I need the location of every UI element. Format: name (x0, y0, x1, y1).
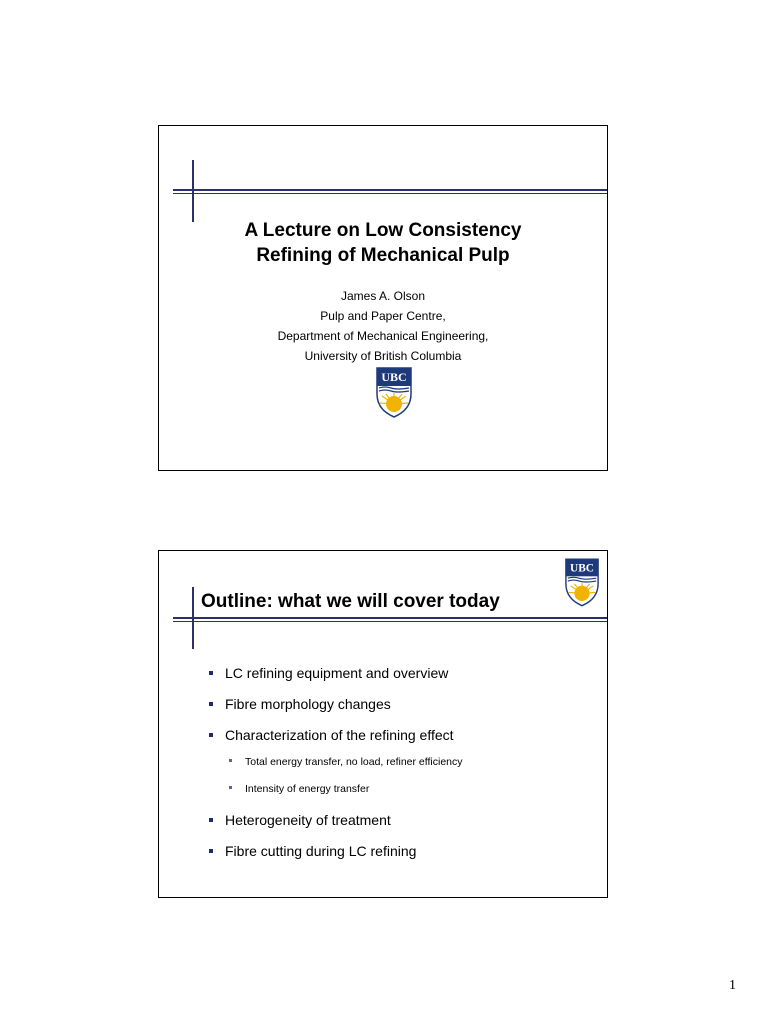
ubc-crest-logo (375, 366, 413, 418)
title-line-2: Refining of Mechanical Pulp (256, 245, 510, 266)
list-item (207, 811, 463, 829)
bullet-square-icon (229, 759, 232, 762)
affiliation-line-2: Department of Mechanical Engineering, (277, 329, 489, 343)
list-item-text: Heterogeneity of treatment (225, 812, 391, 828)
crest-text: UBC (570, 562, 594, 575)
slide-title-heading (159, 218, 607, 268)
horizontal-rule (173, 189, 607, 191)
author-name: James A. Olson (340, 289, 426, 303)
slide-outline (158, 550, 608, 898)
affiliation-line-1: Pulp and Paper Centre, (320, 309, 446, 323)
ubc-crest-logo (564, 557, 600, 607)
horizontal-rule-thin (173, 193, 607, 194)
list-item-text: Fibre cutting during LC refining (225, 843, 417, 859)
bullet-square-icon (209, 671, 213, 675)
bullet-square-icon (209, 702, 213, 706)
sub-list-item (207, 753, 463, 771)
crest-text: UBC (381, 370, 407, 384)
bullet-square-icon (209, 849, 213, 853)
horizontal-rule (173, 617, 607, 619)
list-item (207, 664, 463, 682)
horizontal-rule-thin (173, 621, 607, 622)
bullet-square-icon (229, 786, 232, 789)
slide-title (158, 125, 608, 471)
list-item (207, 726, 463, 744)
list-item (207, 842, 463, 860)
affiliation-line-3: University of British Columbia (304, 349, 462, 363)
title-line-1: A Lecture on Low Consistency (244, 220, 522, 241)
outline-list (207, 661, 463, 860)
page-number: 1 (729, 978, 736, 993)
list-item-text: Intensity of energy transfer (245, 783, 370, 795)
list-item-text: LC refining equipment and overview (225, 665, 449, 681)
outline-title: Outline: what we will cover today (201, 591, 500, 612)
sub-list-item (207, 780, 463, 798)
list-item (207, 695, 463, 713)
vertical-rule (192, 587, 194, 649)
bullet-square-icon (209, 818, 213, 822)
bullet-square-icon (209, 733, 213, 737)
vertical-rule (192, 160, 194, 222)
author-block (159, 286, 607, 366)
list-item-text: Characterization of the refining effect (225, 727, 454, 743)
list-item-text: Fibre morphology changes (225, 696, 391, 712)
list-item-text: Total energy transfer, no load, refiner efficiency (245, 756, 463, 768)
